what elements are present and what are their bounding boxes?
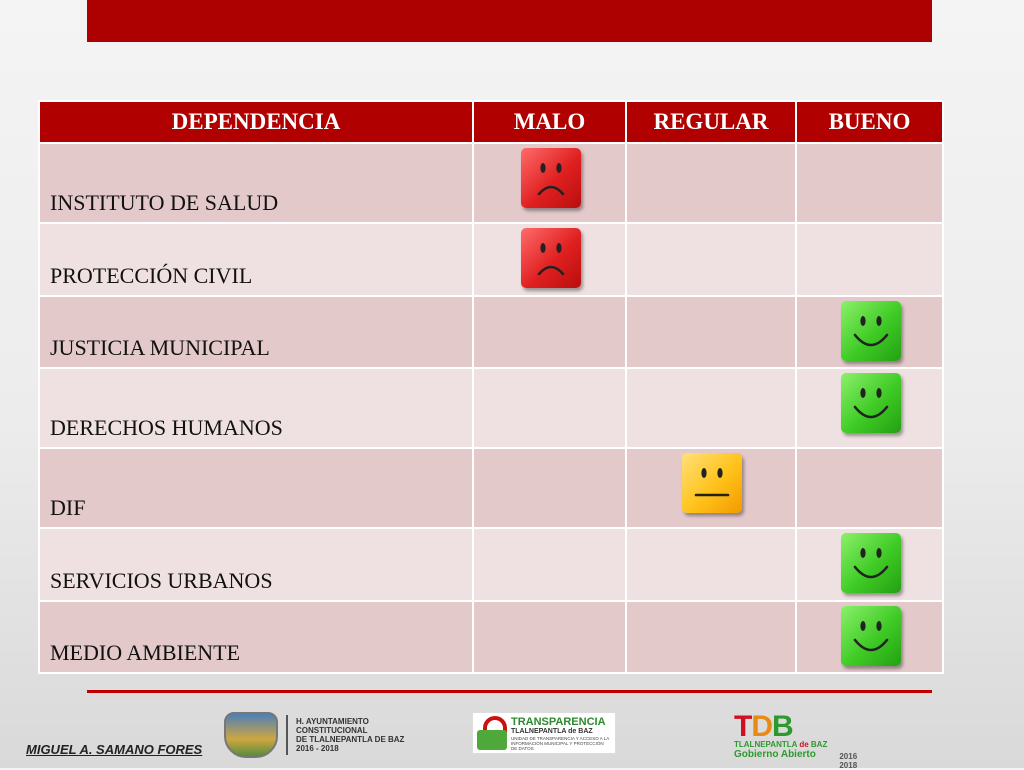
table-row bbox=[39, 296, 943, 368]
bueno-cell bbox=[796, 143, 943, 223]
tdb-letters bbox=[734, 712, 793, 742]
neutral-face-icon bbox=[682, 453, 742, 513]
malo-cell bbox=[473, 368, 626, 448]
header-bueno: BUENO bbox=[796, 101, 943, 143]
dependencia-cell: JUSTICIA MUNICIPAL bbox=[39, 296, 473, 368]
bueno-cell bbox=[796, 296, 943, 368]
bueno-cell bbox=[796, 601, 943, 673]
happy-face-icon bbox=[841, 301, 901, 361]
top-accent-bar bbox=[87, 0, 932, 42]
transparencia-detail: UNIDAD DE TRANSPARENCIA Y ACCESO A LA INFORMACIÓN MUNICIPAL Y PROTECCIÓN DE DATOS bbox=[511, 735, 609, 751]
malo-cell bbox=[473, 223, 626, 296]
bueno-cell bbox=[796, 223, 943, 296]
happy-face-icon bbox=[841, 533, 901, 593]
bueno-cell bbox=[796, 448, 943, 528]
table-row bbox=[39, 143, 943, 223]
regular-cell bbox=[626, 296, 796, 368]
logo-divider bbox=[286, 715, 288, 755]
malo-cell bbox=[473, 143, 626, 223]
regular-cell bbox=[626, 601, 796, 673]
table-row bbox=[39, 368, 943, 448]
evaluation-table-container bbox=[38, 100, 942, 674]
malo-cell bbox=[473, 448, 626, 528]
happy-face-icon bbox=[841, 606, 901, 666]
table-row bbox=[39, 528, 943, 601]
ayuntamiento-logo bbox=[224, 712, 426, 758]
malo-cell bbox=[473, 601, 626, 673]
table-body bbox=[39, 143, 943, 673]
dependencia-cell: PROTECCIÓN CIVIL bbox=[39, 223, 473, 296]
malo-cell bbox=[473, 296, 626, 368]
footer-divider-line bbox=[87, 690, 932, 693]
header-malo: MALO bbox=[473, 101, 626, 143]
table-header-row bbox=[39, 101, 943, 143]
tdb-year-start: 2016 bbox=[839, 752, 858, 761]
sad-face-icon bbox=[521, 148, 581, 208]
tdb-letter-b: B bbox=[772, 710, 793, 743]
author-credit: MIGUEL A. SAMANO FORES bbox=[26, 742, 203, 757]
regular-cell bbox=[626, 368, 796, 448]
happy-face-icon bbox=[841, 373, 901, 433]
malo-cell bbox=[473, 528, 626, 601]
dependencia-cell: SERVICIOS URBANOS bbox=[39, 528, 473, 601]
municipal-crest-icon bbox=[224, 712, 278, 758]
tdb-gobierno-abierto: Gobierno Abierto bbox=[734, 749, 816, 760]
tdb-city: TLALNEPANTLA de BAZ bbox=[734, 740, 828, 749]
transparencia-logo bbox=[472, 712, 616, 754]
regular-cell bbox=[626, 143, 796, 223]
transparencia-title: TRANSPARENCIA bbox=[511, 715, 606, 728]
tdb-years bbox=[839, 752, 857, 770]
table-row bbox=[39, 223, 943, 296]
tdb-letter-t: T bbox=[734, 710, 752, 743]
transparencia-subtitle: TLALNEPANTLA de BAZ bbox=[511, 727, 593, 735]
tdb-year-end: 2018 bbox=[839, 761, 858, 770]
dependencia-cell: MEDIO AMBIENTE bbox=[39, 601, 473, 673]
table-row bbox=[39, 601, 943, 673]
transparencia-text bbox=[511, 716, 611, 751]
dependencia-cell: INSTITUTO DE SALUD bbox=[39, 143, 473, 223]
ayuntamiento-line-1: H. AYUNTAMIENTO bbox=[296, 717, 369, 726]
bueno-cell bbox=[796, 528, 943, 601]
regular-cell bbox=[626, 448, 796, 528]
regular-cell bbox=[626, 528, 796, 601]
evaluation-table bbox=[38, 100, 944, 674]
sad-face-icon bbox=[521, 228, 581, 288]
header-dependencia: DEPENDENCIA bbox=[39, 101, 473, 143]
ayuntamiento-line-2: CONSTITUCIONAL bbox=[296, 726, 368, 735]
bueno-cell bbox=[796, 368, 943, 448]
ayuntamiento-text bbox=[296, 717, 426, 753]
padlock-icon bbox=[477, 716, 507, 750]
header-regular: REGULAR bbox=[626, 101, 796, 143]
ayuntamiento-line-3: DE TLALNEPANTLA DE BAZ bbox=[296, 735, 405, 744]
tdb-logo bbox=[734, 712, 857, 770]
table-row bbox=[39, 448, 943, 528]
tdb-subtitle-row bbox=[734, 740, 857, 770]
regular-cell bbox=[626, 223, 796, 296]
tdb-letter-d: D bbox=[751, 710, 772, 743]
ayuntamiento-line-4: 2016 - 2018 bbox=[296, 744, 339, 753]
dependencia-cell: DIF bbox=[39, 448, 473, 528]
dependencia-cell: DERECHOS HUMANOS bbox=[39, 368, 473, 448]
